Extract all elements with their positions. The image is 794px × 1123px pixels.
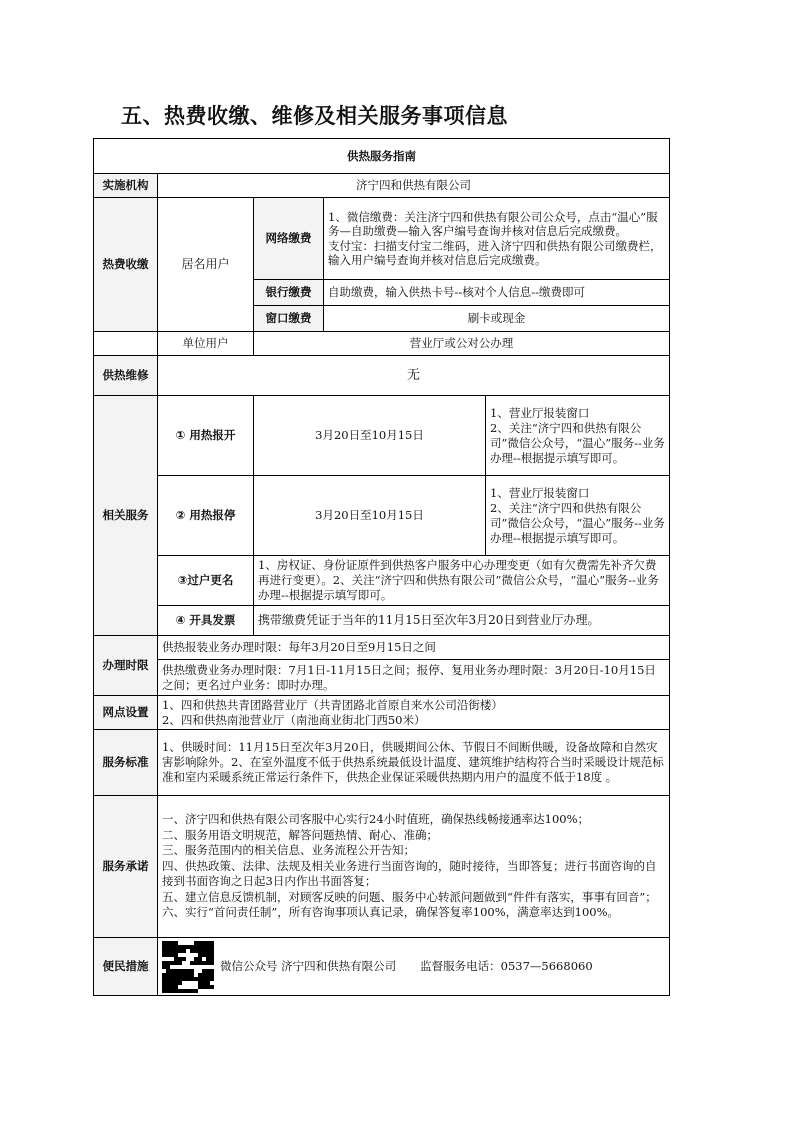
- bank-pay-label: 银行缴费: [254, 280, 324, 306]
- fee-label: 热费收缴: [94, 198, 158, 332]
- report-stop-how: 1、营业厅报装窗口 2、关注“济宁四和供热有限公司”微信公众号，“温心”服务--业务办理--根据提示填写即可。: [486, 476, 670, 556]
- unit-user-label: 单位用户: [158, 332, 254, 356]
- network-pay-label: 网络缴费: [254, 198, 324, 280]
- promise-text: 一、济宁四和供热有限公司客服中心实行24小时值班，确保热线畅接通率达100%； 二、服务用语文明规范，解答问题热情、耐心、准确； 三、服务范围内的相关信息、业务流程公开告知； 四、供热政策、法律、法规及相关业务进行当面咨询的，随时接待，当即答复；进行书面咨询的自接到书面咨询之日起3日内作出书面答复； 五、建立信息反馈机制，对顾客反映的问题、服务中心转派问题做到“件件有落实，事事有回音”； 六、实行“首问责任制”，所有咨询事项认真记录，确保答复率100%，满意率达到100%。: [158, 796, 670, 938]
- report-stop-label: 用热报停: [189, 508, 236, 522]
- repair-label: 供热维修: [94, 356, 158, 396]
- related-label: 相关服务: [94, 396, 158, 636]
- residential-label: 居名用户: [158, 198, 254, 332]
- report-open-how: 1、营业厅报装窗口 2、关注“济宁四和供热有限公司”微信公众号，“温心”服务--业务办理--根据提示填写即可。: [486, 396, 670, 476]
- convenience-label: 便民措施: [94, 938, 158, 996]
- repair-text: 无: [158, 356, 670, 396]
- invoice-text: 携带缴费凭证于当年的11月15日至次年3月20日到营业厅办理。: [254, 606, 670, 636]
- counter-pay-label: 窗口缴费: [254, 306, 324, 332]
- invoice-num: ④: [175, 613, 186, 627]
- transfer-text: 1、房权证、身份证原件到供热客户服务中心办理变更（如有欠费需先补齐欠费再进行变更）。2、关注“济宁四和供热有限公司”微信公众号，“温心”服务--业务办理--根据提示填写即可。: [254, 556, 670, 606]
- unit-user-text: 营业厅或公对公办理: [254, 332, 670, 356]
- hotline: 监督服务电话：0537—5668060: [420, 959, 593, 973]
- hours-label: 办理时限: [94, 636, 158, 696]
- outlet-1: 1、四和供热共青团路营业厅（共青团路北首原自来水公司沿街楼）: [162, 697, 503, 712]
- invoice-label: 开具发票: [189, 613, 236, 627]
- org-value: 济宁四和供热有限公司: [158, 174, 670, 198]
- service-guide-table: [93, 138, 670, 996]
- invoice-cell: [158, 606, 254, 636]
- outlet-2: 2、四和供热南池营业厅（南池商业街北门西50米）: [162, 712, 426, 727]
- bank-pay-text: 自助缴费，输入供热卡号--核对个人信息--缴费即可: [324, 280, 670, 306]
- standard-text: 1、供暖时间：11月15日至次年3月20日，供暖期间公休、节假日不间断供暖，设备故障和自然灾害影响除外。2、在室外温度不低于供热系统最低设计温度、建筑维护结构符合当时采暖设计规范标准和室内采暖系统正常运行条件下，供热企业保证采暖供热期内用户的温度不低于18度 。: [158, 730, 670, 796]
- report-open-num: ①: [175, 428, 186, 442]
- report-open-label: 用热报开: [189, 428, 236, 442]
- wechat-qr-code: [162, 941, 214, 993]
- transfer-label: ③过户更名: [158, 556, 254, 606]
- wechat-account: 微信公众号 济宁四和供热有限公司: [220, 959, 397, 973]
- org-label: 实施机构: [94, 174, 158, 198]
- report-stop-cell: [158, 476, 254, 556]
- page-heading: 五、热费收缴、维修及相关服务事项信息: [121, 104, 508, 128]
- promise-label: 服务承诺: [94, 796, 158, 938]
- hours-line-2: 供热缴费业务办理时限：7月1日-11月15日之间；报停、复用业务办理时限：3月20日-10月15日之间；更名过户业务：即时办理。: [158, 660, 670, 696]
- counter-pay-text: 刷卡或现金: [324, 306, 670, 332]
- convenience-cell: [158, 938, 670, 996]
- table-title: 供热服务指南: [94, 139, 670, 174]
- report-stop-num: ②: [175, 508, 186, 522]
- report-open-period: 3月20日至10月15日: [254, 396, 486, 476]
- network-pay-text: 1、微信缴费：关注济宁四和供热有限公司公众号，点击“温心”服务—自助缴费—输入客户编号查询并核对信息后完成缴费。 支付宝：扫描支付宝二维码，进入济宁四和供热有限公司缴费栏，输入用户编号查询并核对信息后完成缴费。: [324, 198, 670, 280]
- outlets-label: 网点设置: [94, 696, 158, 730]
- standard-label: 服务标准: [94, 730, 158, 796]
- report-open-cell: [158, 396, 254, 476]
- outlets-cell: [158, 696, 670, 730]
- report-stop-period: 3月20日至10月15日: [254, 476, 486, 556]
- hours-line-1: 供热报装业务办理时限：每年3月20日至9月15日之间: [158, 636, 670, 660]
